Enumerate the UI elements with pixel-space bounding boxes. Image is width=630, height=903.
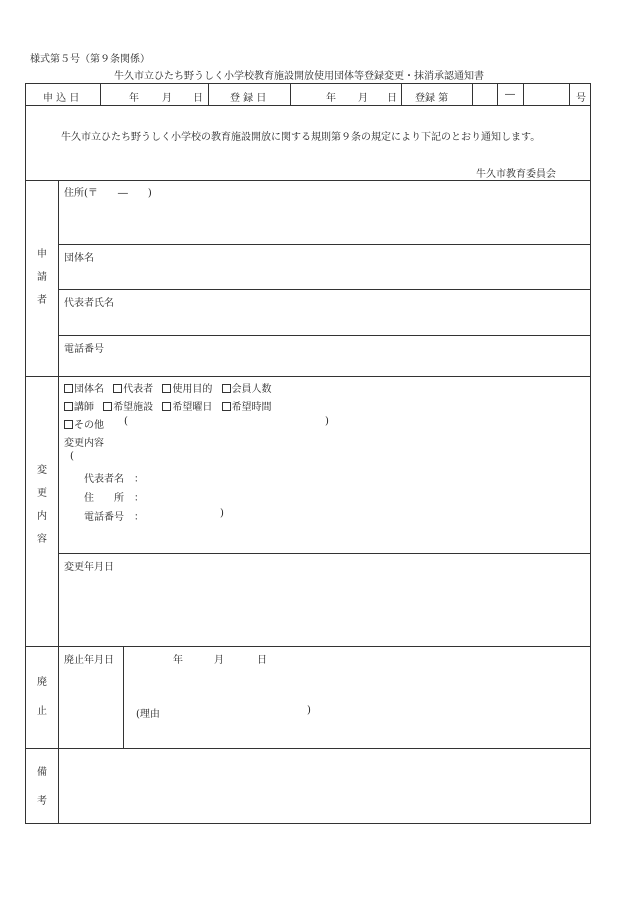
new-representative-name-label: 代表者名 ： <box>84 474 144 485</box>
checkbox-representative[interactable]: 代表者 <box>113 384 153 395</box>
checkbox-member-count[interactable]: 会員人数 <box>222 384 272 395</box>
checkbox-icon <box>103 402 112 411</box>
new-phone-label: 電話番号 ： <box>84 512 144 523</box>
registration-number-label: 登録 第 <box>415 93 449 104</box>
notice-text: 牛久市立ひたち野うしく小学校の教育施設開放に関する規則第９条の規定により下記のとおり通知します。 <box>61 132 541 143</box>
checkbox-facility[interactable]: 希望施設 <box>103 402 153 413</box>
notice-issuer: 牛久市教育委員会 <box>476 169 556 180</box>
checkbox-purpose[interactable]: 使用目的 <box>162 384 212 395</box>
new-address-label: 住 所 ： <box>84 493 144 504</box>
group-name-label: 団体名 <box>64 253 94 264</box>
change-date-label: 変更年月日 <box>64 562 114 573</box>
registration-date-label: 登 録 日 <box>230 93 267 104</box>
change-details-open-paren: ( <box>70 451 74 462</box>
abolish-reason-label: (理由 <box>136 709 160 720</box>
checkbox-icon <box>222 402 231 411</box>
abolish-reason-close: ) <box>307 705 311 716</box>
abolish-date-label: 廃止年月日 <box>64 655 114 666</box>
checkbox-instructor[interactable]: 講師 <box>64 402 94 413</box>
application-date-label: 申 込 日 <box>43 93 80 104</box>
other-open-paren: ( <box>124 416 128 427</box>
form-number: 様式第５号（第９条関係） <box>30 54 150 65</box>
registration-number-dash: ― <box>505 89 515 100</box>
checkbox-time[interactable]: 希望時間 <box>222 402 272 413</box>
checkbox-icon <box>162 384 171 393</box>
checkbox-other[interactable]: その他 <box>64 416 104 431</box>
applicant-section-label: 申 請 者 <box>37 249 47 306</box>
application-year-label: 年 <box>129 93 139 104</box>
form-title: 牛久市立ひたち野うしく小学校教育施設開放使用団体等登録変更・抹消承認通知書 <box>114 71 484 82</box>
registration-day-label: 日 <box>387 93 397 104</box>
checkbox-icon <box>113 384 122 393</box>
address-label: 住所(〒 ― ) <box>64 188 152 199</box>
application-day-label: 日 <box>193 93 203 104</box>
registration-month-label: 月 <box>358 93 368 104</box>
checkbox-icon <box>64 420 73 429</box>
change-details-close-paren: ) <box>220 508 224 519</box>
checkbox-icon <box>64 402 73 411</box>
abolish-month-label: 月 <box>214 655 224 666</box>
abolish-year-label: 年 <box>173 655 183 666</box>
change-section-label: 変 更 内 容 <box>37 465 47 545</box>
checkbox-icon <box>222 384 231 393</box>
checkbox-row-1 <box>64 380 272 395</box>
change-details-label: 変更内容 <box>64 438 104 449</box>
checkbox-icon <box>162 402 171 411</box>
notification-form <box>25 83 591 824</box>
abolish-section-label: 廃 止 <box>37 677 47 717</box>
checkbox-icon <box>64 384 73 393</box>
other-close-paren: ) <box>325 416 329 427</box>
checkbox-group-name[interactable]: 団体名 <box>64 384 104 395</box>
remarks-section-label: 備 考 <box>37 767 47 807</box>
checkbox-row-2 <box>64 398 272 413</box>
abolish-day-label: 日 <box>257 655 267 666</box>
checkbox-weekday[interactable]: 希望曜日 <box>162 402 212 413</box>
registration-year-label: 年 <box>326 93 336 104</box>
phone-number-label: 電話番号 <box>64 344 104 355</box>
registration-number-suffix: 号 <box>576 93 586 104</box>
representative-name-label: 代表者氏名 <box>64 298 114 309</box>
application-month-label: 月 <box>162 93 172 104</box>
